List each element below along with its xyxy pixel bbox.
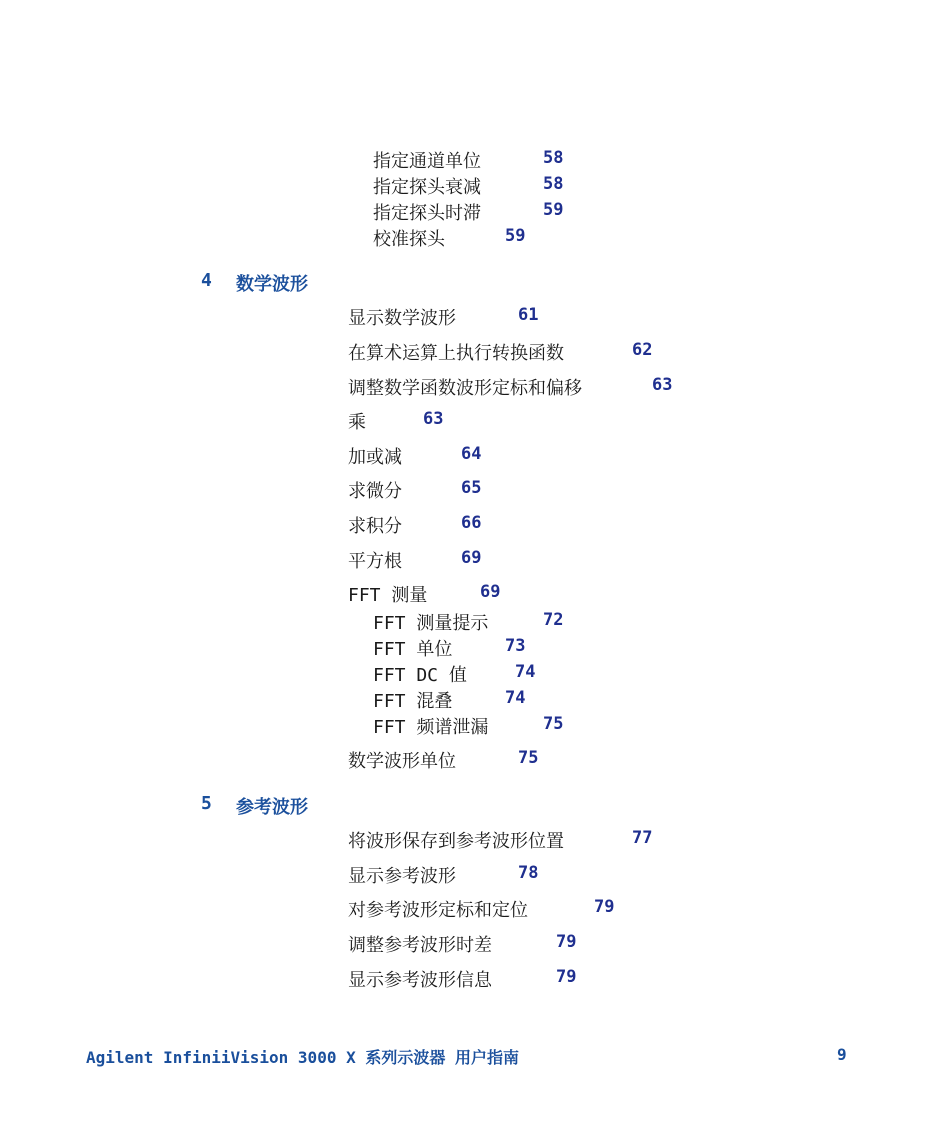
toc-entry-page[interactable]: 66 [461,513,482,533]
toc-entry-page[interactable]: 58 [543,148,564,168]
toc-entry-title[interactable]: 乘 [348,412,366,433]
toc-entry-page[interactable]: 63 [652,375,673,395]
toc-entry-page[interactable]: 72 [543,610,564,630]
footer-title: Agilent InfiniiVision 3000 X 系列示波器 用户指南 [86,1048,519,1067]
toc-entry-title[interactable]: 求微分 [348,481,402,502]
toc-entry-page[interactable]: 61 [518,305,539,325]
toc-entry-page[interactable]: 62 [632,340,653,360]
toc-entry-title[interactable]: 显示参考波形 [348,866,456,887]
toc-entry-page[interactable]: 73 [505,636,526,656]
toc-entry-title[interactable]: 将波形保存到参考波形位置 [348,831,564,852]
toc-entry-title[interactable]: 数学波形单位 [348,751,456,772]
toc-entry-title[interactable]: 校准探头 [373,229,445,250]
toc-entry-title[interactable]: 调整参考波形时差 [348,935,492,956]
toc-entry-title[interactable]: FFT 测量 [348,585,428,606]
toc-entry-title[interactable]: FFT DC 值 [373,665,467,686]
toc-entry-page[interactable]: 79 [594,897,615,917]
chapter-number: 5 [201,793,212,814]
chapter-title[interactable]: 数学波形 [236,274,308,295]
toc-entry-title[interactable]: 调整数学函数波形定标和偏移 [348,378,582,399]
toc-entry-title[interactable]: 求积分 [348,516,402,537]
chapter-number: 4 [201,270,212,291]
toc-entry-title[interactable]: 加或减 [348,447,402,468]
toc-entry-page[interactable]: 74 [515,662,536,682]
toc-entry-page[interactable]: 63 [423,409,444,429]
footer-page-number: 9 [837,1045,847,1064]
toc-entry-page[interactable]: 78 [518,863,539,883]
toc-entry-page[interactable]: 74 [505,688,526,708]
toc-entry-title[interactable]: 平方根 [348,551,402,572]
toc-entry-title[interactable]: FFT 单位 [373,639,453,660]
toc-entry-title[interactable]: 指定探头衰减 [373,177,481,198]
toc-entry-title[interactable]: FFT 测量提示 [373,613,489,634]
toc-entry-title[interactable]: 显示参考波形信息 [348,970,492,991]
toc-entry-page[interactable]: 77 [632,828,653,848]
toc-entry-title[interactable]: FFT 混叠 [373,691,453,712]
toc-entry-page[interactable]: 75 [543,714,564,734]
toc-entry-page[interactable]: 59 [505,226,526,246]
toc-entry-page[interactable]: 58 [543,174,564,194]
toc-entry-page[interactable]: 69 [480,582,501,602]
toc-entry-page[interactable]: 79 [556,932,577,952]
toc-entry-title[interactable]: 对参考波形定标和定位 [348,900,528,921]
chapter-title[interactable]: 参考波形 [236,797,308,818]
toc-entry-title[interactable]: 显示数学波形 [348,308,456,329]
toc-entry-title[interactable]: 指定通道单位 [373,151,481,172]
toc-entry-title[interactable]: 指定探头时滞 [373,203,481,224]
toc-entry-title[interactable]: FFT 频谱泄漏 [373,717,489,738]
toc-entry-page[interactable]: 59 [543,200,564,220]
toc-entry-page[interactable]: 79 [556,967,577,987]
toc-entry-page[interactable]: 65 [461,478,482,498]
toc-entry-title[interactable]: 在算术运算上执行转换函数 [348,343,564,364]
toc-entry-page[interactable]: 69 [461,548,482,568]
toc-entry-page[interactable]: 64 [461,444,482,464]
toc-entry-page[interactable]: 75 [518,748,539,768]
